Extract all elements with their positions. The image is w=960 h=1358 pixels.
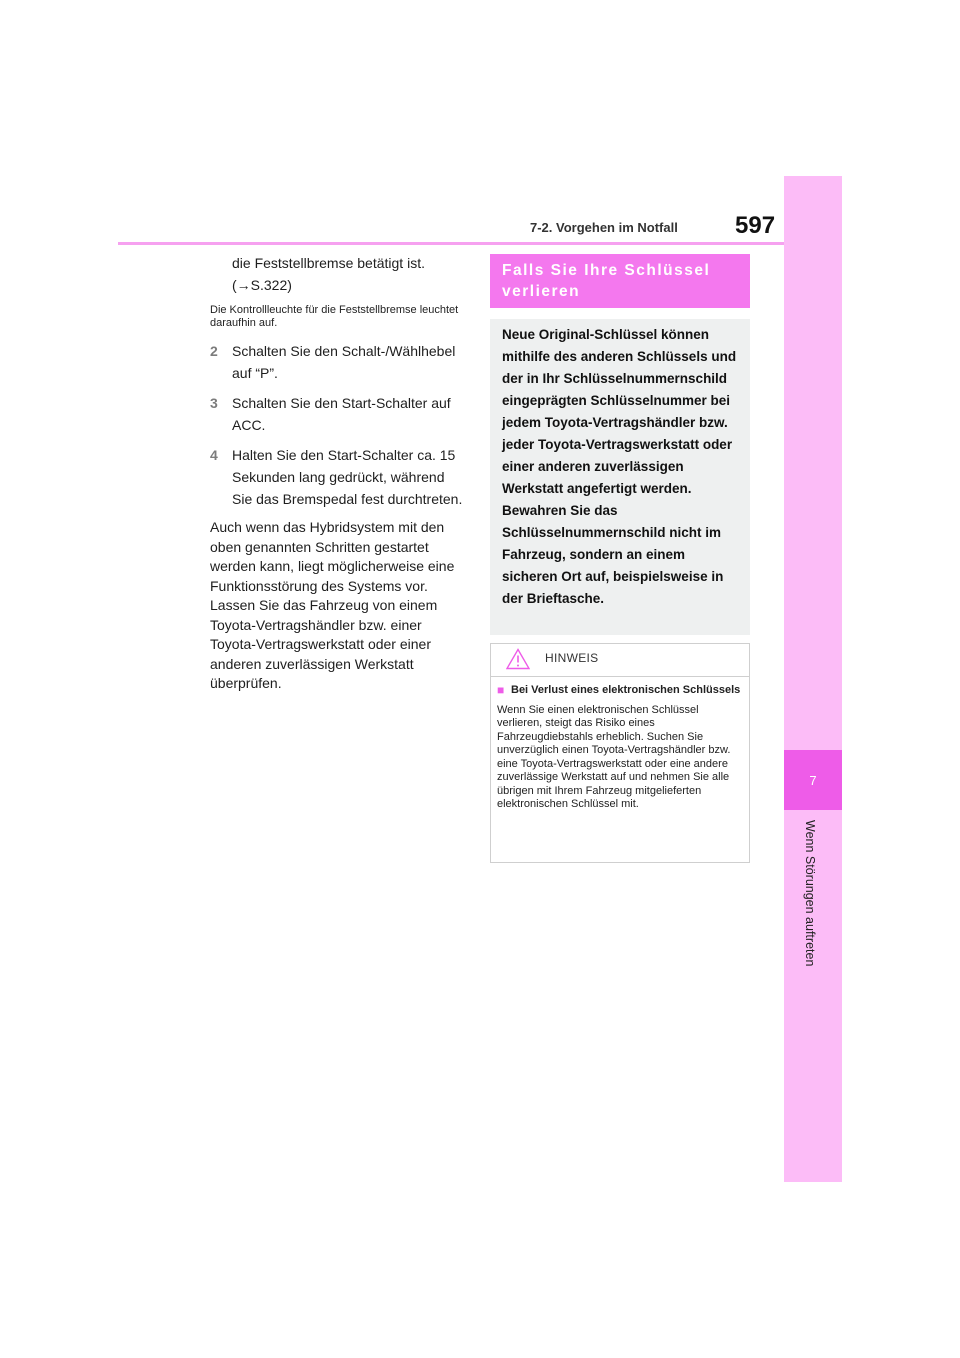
- continuation-line-1: die Feststellbremse betätigt ist.: [232, 255, 425, 271]
- step-item: [210, 392, 466, 436]
- chapter-number: 7: [809, 772, 817, 788]
- step-number: 4: [210, 447, 218, 463]
- chapter-side-tab: [784, 176, 842, 1182]
- notice-body: [491, 677, 749, 812]
- notice-box: [490, 643, 750, 863]
- left-column: [210, 252, 466, 694]
- step-text: Halten Sie den Start-Schalter ca. 15 Sekunden lang gedrückt, während Sie das Bremspedal fest durchtreten.: [232, 447, 463, 507]
- page-number: 597: [735, 212, 776, 239]
- body-paragraph: Auch wenn das Hybridsystem mit den oben genannten Schritten gestartet werden kann, liegt möglicherweise eine Funktionsstörung des Systems vor. Lassen Sie das Fahrzeug von einem Toyota-Vertragshändler bzw. einer Toyota-Vertragswerkstatt oder einer anderen zuverlässigen Werkstatt überprüfen.: [210, 519, 455, 691]
- section-heading: Falls Sie Ihre Schlüssel verlieren: [490, 254, 750, 308]
- notice-header: [491, 644, 749, 677]
- step-item: [210, 444, 466, 510]
- step-number: 3: [210, 395, 218, 411]
- square-bullet-icon: ■: [497, 683, 505, 697]
- step-text: Schalten Sie den Schalt-/Wählhebel auf “P”.: [232, 343, 456, 381]
- info-box: Neue Original-Schlüssel können mithilfe des anderen Schlüssels und der in Ihr Schlüsselnummernschild eingeprägten Schlüsselnummer bei jedem Toyota-Vertragshändler bzw. jeder Toyota-Vertragswerkstatt oder einer anderen zuverlässigen Werkstatt angefertigt werden. Bewahren Sie das Schlüsselnummernschild nicht im Fahrzeug, sondern an einem sicheren Ort auf, beispielsweise in der Brieftasche.: [490, 319, 750, 635]
- continuation-line-2: (→S.322): [232, 277, 292, 293]
- notice-subheading-text: Bei Verlust eines elektronischen Schlüssels: [511, 684, 741, 696]
- section-title: 7-2. Vorgehen im Notfall: [530, 220, 678, 235]
- note-text: Die Kontrollleuchte für die Feststellbremse leuchtet daraufhin auf.: [210, 304, 459, 329]
- warning-triangle-icon: [506, 648, 530, 670]
- step-text: Schalten Sie den Start-Schalter auf ACC.: [232, 395, 451, 433]
- step-item: [210, 340, 466, 384]
- notice-subheading: [497, 684, 743, 698]
- notice-text: Wenn Sie einen elektronischen Schlüssel verlieren, steigt das Risiko eines Fahrzeugdiebstahls erheblich. Suchen Sie unverzüglich einen Toyota-Vertragshändler bzw. eine Toyota-Vertragswerkstatt oder eine andere zuverlässige Werkstatt auf und nehmen Sie alle übrigen mit Ihrem Fahrzeug mitgelieferten elektronischen Schlüssel mit.: [497, 703, 731, 810]
- header-divider: [118, 242, 784, 245]
- notice-label: HINWEIS: [545, 651, 599, 665]
- chapter-number-box: [784, 750, 842, 810]
- chapter-label: Wenn Störungen auftreten: [803, 820, 817, 967]
- step-number: 2: [210, 343, 218, 359]
